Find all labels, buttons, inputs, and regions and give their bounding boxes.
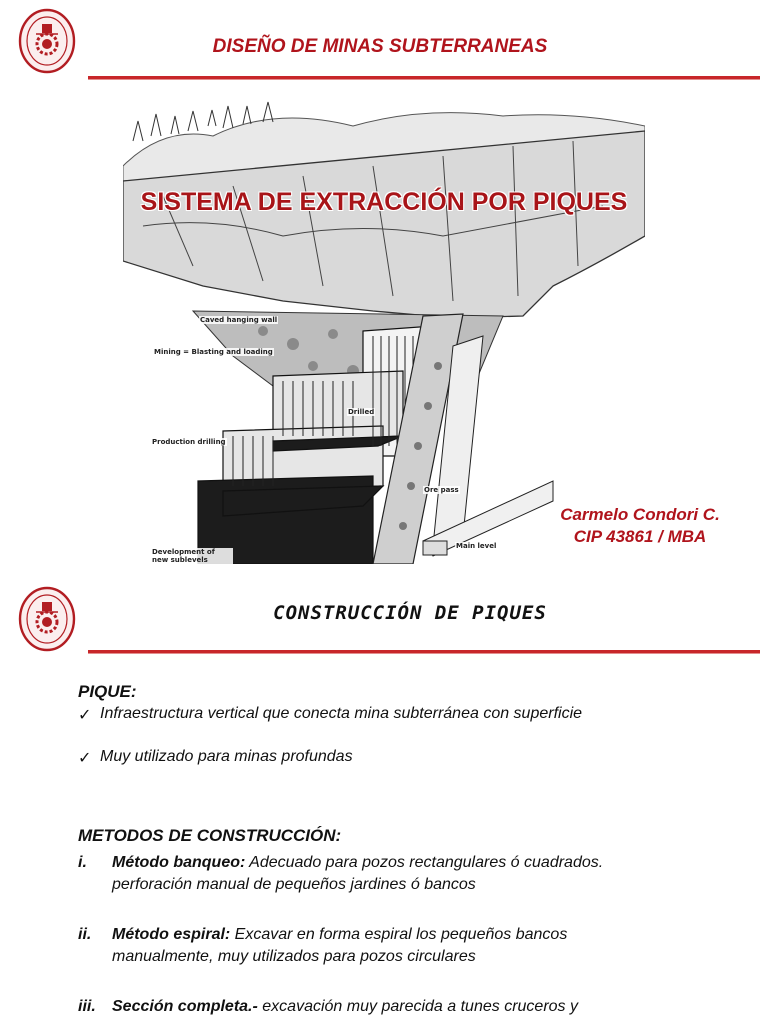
check-icon: ✓ bbox=[78, 750, 92, 767]
mine-illustration bbox=[123, 86, 645, 564]
pique-heading: PIQUE: bbox=[78, 682, 137, 701]
label-main-level: Main level bbox=[456, 542, 497, 550]
methods-heading: METODOS DE CONSTRUCCIÓN: bbox=[78, 826, 342, 845]
method-item: ii. Método espiral: Excavar en forma espiral los pequeños bancos manualmente, muy utilizados para pozos circulares bbox=[78, 926, 568, 965]
label-ore-pass: Ore pass bbox=[424, 486, 459, 494]
header-divider bbox=[88, 76, 760, 80]
bullet-item: ✓ Muy utilizado para minas profundas bbox=[78, 748, 353, 767]
method-item: iii. Sección completa.- excavación muy parecida a tunes cruceros y bbox=[78, 998, 578, 1015]
header-title: DISEÑO DE MINAS SUBTERRANEAS bbox=[212, 36, 548, 57]
slide-2 bbox=[0, 572, 768, 1024]
label-production-drilling: Production drilling bbox=[152, 438, 226, 446]
bullet-item: ✓ Infraestructura vertical que conecta mina subterránea con superficie bbox=[78, 705, 583, 724]
label-mining: Mining = Blasting and loading bbox=[154, 348, 273, 356]
slide-title: CONSTRUCCIÓN DE PIQUES bbox=[273, 602, 547, 624]
label-drilled: Drilled bbox=[348, 408, 375, 416]
author-block bbox=[526, 504, 754, 548]
header-divider bbox=[88, 650, 760, 654]
author-name: Carmelo Condori C. bbox=[560, 505, 720, 524]
university-seal-icon bbox=[18, 8, 76, 74]
slide-heading: SISTEMA DE EXTRACCIÓN POR PIQUES bbox=[140, 188, 628, 216]
university-seal-icon bbox=[18, 586, 76, 652]
author-credentials: CIP 43861 / MBA bbox=[573, 527, 707, 546]
slide-content bbox=[78, 682, 758, 1018]
method-item: i. Método banqueo: Adecuado para pozos rectangulares ó cuadrados. perforación manual de pequeños jardines ó bancos bbox=[78, 854, 604, 893]
label-development: Development of new sublevels bbox=[151, 548, 233, 564]
label-caved-hanging-wall: Caved hanging wall bbox=[200, 316, 278, 324]
check-icon: ✓ bbox=[78, 707, 92, 724]
